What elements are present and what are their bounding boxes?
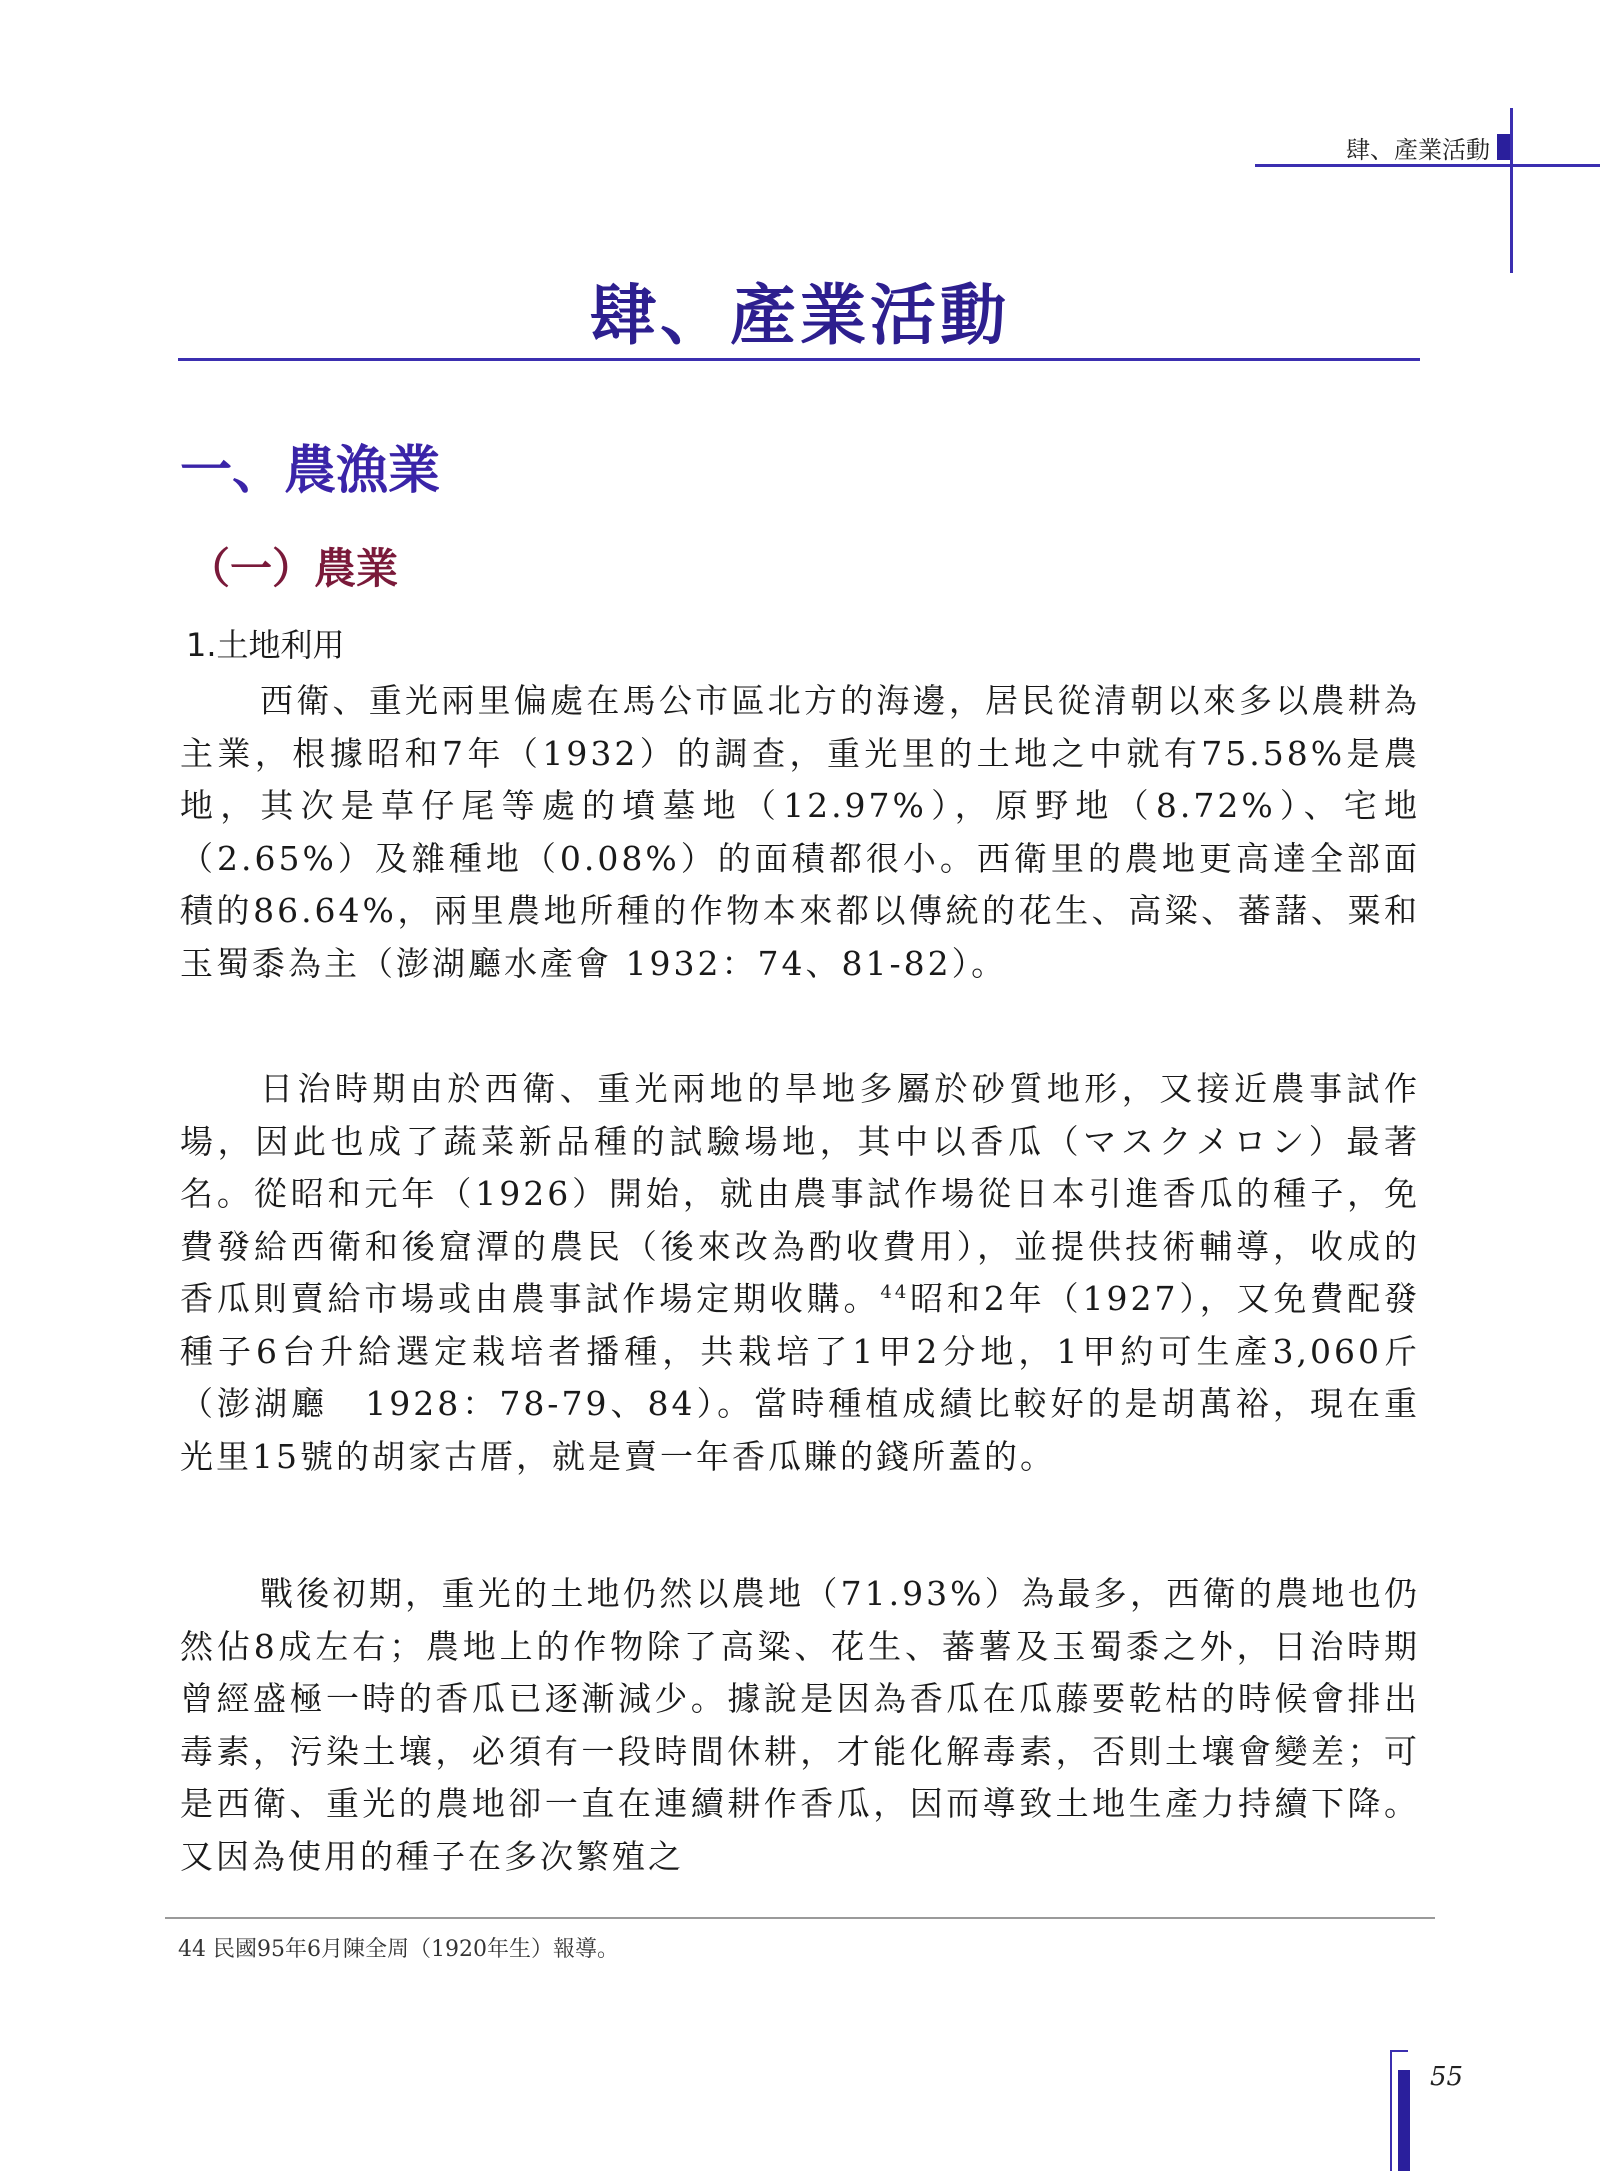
paragraph-1: 西衛、重光兩里偏處在馬公市區北方的海邊，居民從清朝以來多以農耕為主業，根據昭和7年（1932）的調查，重光里的土地之中就有75.58%是農地，其次是草仔尾等處的墳墓地（12.97%），原野地（8.72%）、宅地（2.65%）及雜種地（0.08%）的面積都很小。西衛里的農地更高達全部面積的86.64%，兩里農地所種的作物本來都以傳統的花生、高粱、蕃藷、粟和玉蜀黍為主（澎湖廳水產會 1932：74、81-82）。 (180, 681, 1420, 983)
page-number-bar (1398, 2070, 1410, 2171)
subsection-title: （一）農業 (188, 544, 399, 593)
header-marker-block (1497, 134, 1510, 160)
section-title: 一、農漁業 (180, 440, 441, 501)
running-header: 肆、產業活動 (1346, 136, 1490, 164)
footnote-rule (165, 1917, 1435, 1919)
header-rule-horizontal (1255, 164, 1600, 167)
chapter-title: 肆、產業活動 (590, 276, 1010, 354)
paragraph-2 (180, 1063, 1420, 1483)
footnote-reference: 44 (880, 1282, 910, 1303)
page-number: 55 (1430, 2062, 1464, 2092)
page-number-tick (1390, 2050, 1408, 2052)
paragraph-2-part-2: 昭和2年（1927），又免費配發種子6台升給選定栽培者播種，共栽培了1甲2分地，1甲約可生產3,060斤（澎湖廳 1928：78-79、84）。當時種植成績比較好的是胡萬裕，現在重光里15號的胡家古厝，就是賣一年香瓜賺的錢所蓋的。 (180, 1279, 1421, 1476)
footnote: 44 民國95年6月陳全周（1920年生）報導。 (178, 1937, 619, 1962)
chapter-title-rule (178, 358, 1420, 361)
paragraph-2-part-1: 日治時期由於西衛、重光兩地的旱地多屬於砂質地形，又接近農事試作場，因此也成了蔬菜新品種的試驗場地，其中以香瓜（マスクメロン）最著名。從昭和元年（1926）開始，就由農事試作場從日本引進香瓜的種子，免費發給西衛和後窟潭的農民（後來改為酌收費用），並提供技術輔導，收成的香瓜則賣給市場或由農事試作場定期收購。 (180, 1069, 1420, 1318)
page-number-rule (1390, 2050, 1392, 2171)
item-title: 1.土地利用 (186, 626, 345, 664)
header-rule-vertical (1510, 108, 1513, 273)
paragraph-3: 戰後初期，重光的土地仍然以農地（71.93%）為最多，西衛的農地也仍然佔8成左右；農地上的作物除了高粱、花生、蕃薯及玉蜀黍之外，日治時期曾經盛極一時的香瓜已逐漸減少。據說是因為香瓜在瓜藤要乾枯的時候會排出毒素，污染土壤，必須有一段時間休耕，才能化解毒素，否則土壤會變差；可是西衛、重光的農地卻一直在連續耕作香瓜，因而導致土地生產力持續下降。又因為使用的種子在多次繁殖之 (180, 1574, 1420, 1876)
